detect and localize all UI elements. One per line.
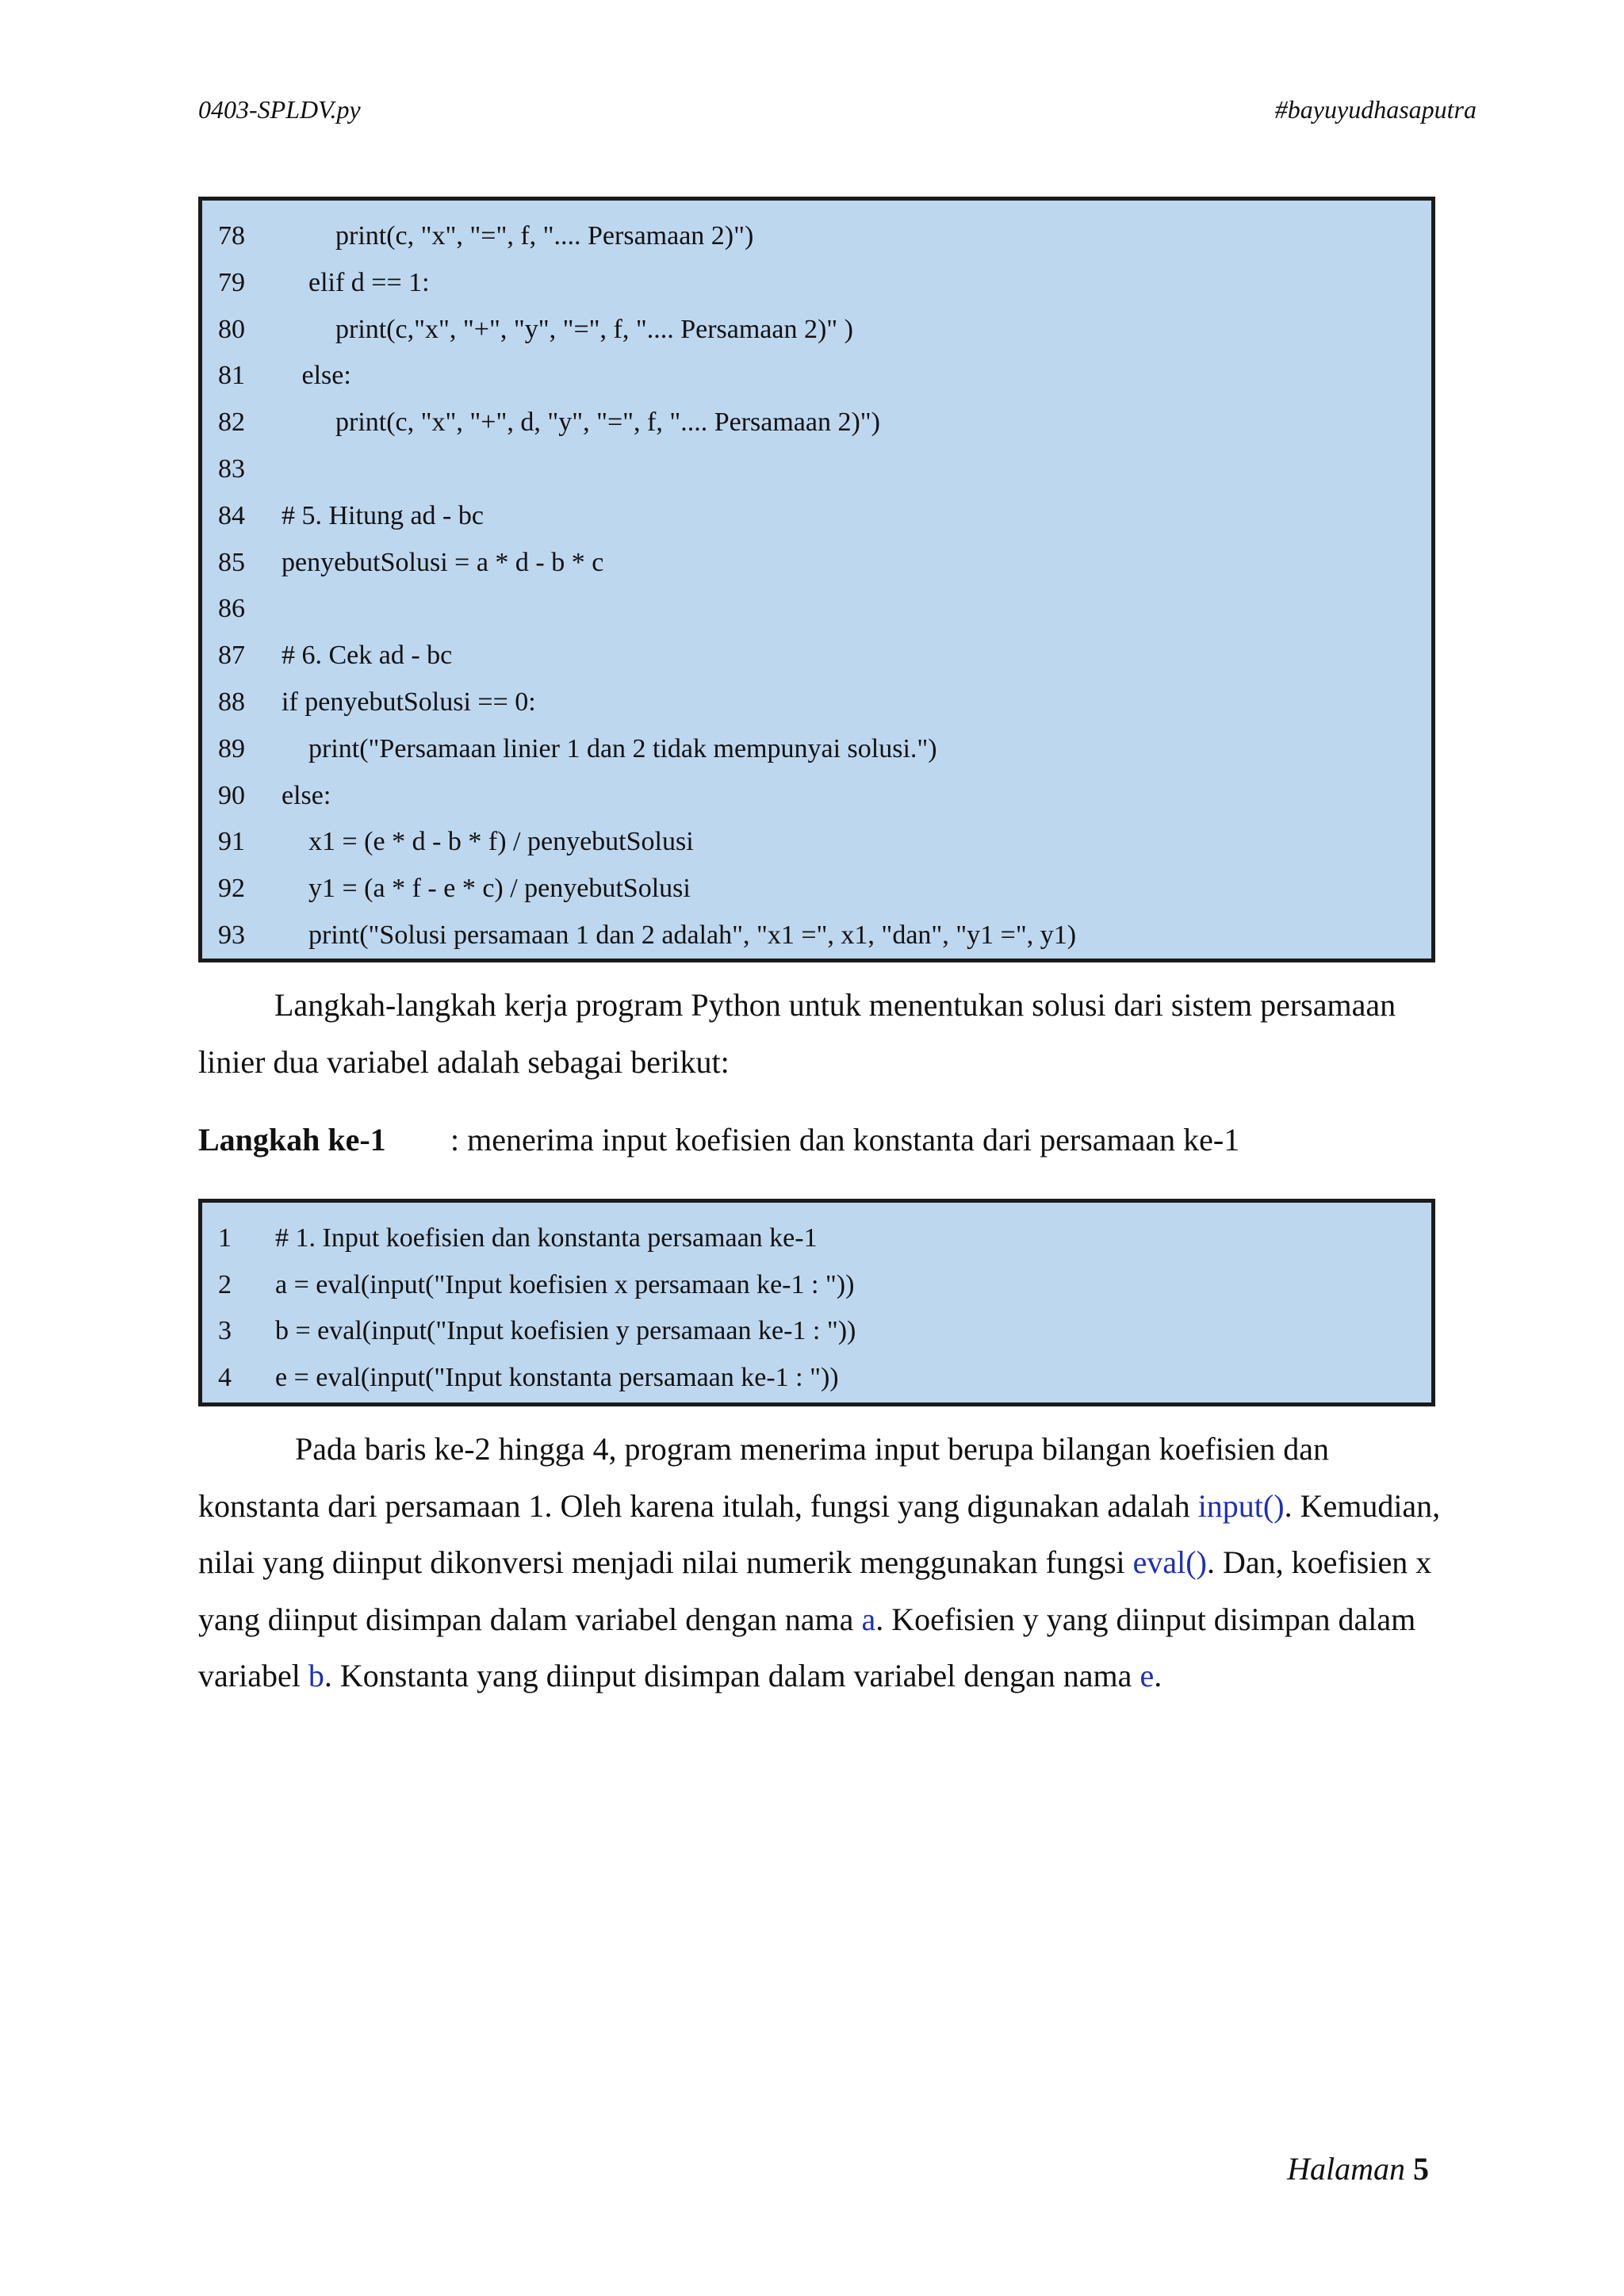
keyword-input: input() (1197, 1487, 1285, 1524)
code-line (202, 679, 1431, 726)
code-line (202, 819, 1431, 866)
code-text: if penyebutSolusi == 0: (282, 687, 536, 717)
code-text: # 1. Input koefisien dan konstanta persamaan ke-1 (275, 1223, 818, 1253)
line-number: 3 (218, 1316, 232, 1345)
line-number: 92 (218, 874, 245, 904)
intro-paragraph (198, 977, 1451, 1090)
code-text: print(c, "x", "=", f, ".... Persamaan 2)") (282, 221, 754, 251)
intro-text: Langkah-langkah kerja program Python untuk menentukan solusi dari sistem persamaan linier dua variabel adalah sebagai berikut: (198, 987, 1396, 1080)
code-text: elif d == 1: (282, 267, 430, 297)
code-block-1 (198, 197, 1435, 962)
explanation-text-2: . Kemudian, nilai yang diinput dikonversi menjadi nilai numerik menggunakan fungsi (198, 1487, 1441, 1580)
page-number: 5 (1413, 2151, 1429, 2187)
code-text: # 6. Cek ad - bc (282, 641, 453, 671)
code-line (202, 726, 1431, 773)
code-block-2 (198, 1199, 1435, 1406)
code-line (202, 1262, 1431, 1309)
line-number: 83 (218, 453, 245, 484)
explanation-text-1: Pada baris ke-2 hingga 4, program menerima input berupa bilangan koefisien dan konstanta dari persamaan 1. Oleh karena itulah, fungsi yang digunakan adalah (198, 1431, 1330, 1524)
line-number: 78 (218, 221, 245, 251)
code-line (202, 307, 1431, 354)
line-number: 86 (218, 594, 245, 624)
keyword-a: a (861, 1601, 876, 1637)
step-heading (198, 1112, 1240, 1169)
line-number: 81 (218, 361, 245, 391)
code-text: a = eval(input("Input koefisien x persamaan ke-1 : ")) (275, 1269, 855, 1299)
code-line (202, 633, 1431, 679)
keyword-e: e (1139, 1658, 1155, 1693)
code-text: print("Persamaan linier 1 dan 2 tidak mempunyai solusi.") (282, 733, 937, 763)
code-line (202, 400, 1431, 446)
code-text: print(c,"x", "+", "y", "=", f, ".... Persamaan 2)" ) (282, 314, 854, 344)
code-line (202, 913, 1431, 959)
code-line (202, 353, 1431, 400)
code-line (202, 446, 1431, 493)
explanation-text-4: . Koefisien y yang diinput disimpan dalam variabel (198, 1601, 1416, 1693)
code-line (202, 260, 1431, 307)
code-line (202, 540, 1431, 587)
explanation-text-5: . Konstanta yang diinput disimpan dalam variabel dengan nama (324, 1658, 1140, 1693)
explanation-paragraph (198, 1421, 1451, 1705)
code-text: x1 = (e * d - b * f) / penyebutSolusi (282, 827, 694, 857)
code-line (202, 213, 1431, 260)
code-line (202, 1355, 1431, 1402)
footer-label: Halaman (1287, 2151, 1405, 2187)
code-line (202, 1308, 1431, 1355)
code-line (202, 1215, 1431, 1262)
code-line (202, 493, 1431, 540)
line-number: 87 (218, 641, 245, 671)
line-number: 80 (218, 314, 245, 344)
explanation-text-6: . (1154, 1658, 1162, 1693)
line-number: 85 (218, 547, 245, 577)
line-number: 1 (218, 1223, 232, 1253)
code-text: print("Solusi persamaan 1 dan 2 adalah", "x1 =", x1, "dan", "y1 =", y1) (282, 920, 1077, 950)
line-number: 90 (218, 780, 245, 810)
line-number: 91 (218, 827, 245, 857)
code-text: b = eval(input("Input koefisien y persamaan ke-1 : ")) (275, 1316, 856, 1345)
line-number: 79 (218, 267, 245, 297)
code-line (202, 866, 1431, 913)
line-number: 89 (218, 733, 245, 763)
code-text: y1 = (a * f - e * c) / penyebutSolusi (282, 874, 691, 904)
code-text: else: (282, 780, 331, 810)
line-number: 82 (218, 408, 245, 438)
header-filename: 0403-SPLDV.py (198, 95, 361, 124)
step-label: Langkah ke-1 (198, 1122, 386, 1158)
line-number: 84 (218, 500, 245, 530)
step-description: : menerima input koefisien dan konstanta dari persamaan ke-1 (450, 1122, 1240, 1158)
line-number: 2 (218, 1269, 232, 1299)
line-number: 4 (218, 1362, 232, 1392)
code-line (202, 586, 1431, 633)
code-text: penyebutSolusi = a * d - b * c (282, 547, 604, 577)
page-footer (1287, 2150, 1429, 2187)
code-text: else: (282, 361, 351, 391)
line-number: 88 (218, 687, 245, 717)
line-number: 93 (218, 920, 245, 950)
code-text: # 5. Hitung ad - bc (282, 500, 484, 530)
header-author: #bayuyudhasaputra (1274, 95, 1477, 124)
code-text: e = eval(input("Input konstanta persamaan ke-1 : ")) (275, 1362, 839, 1392)
explanation-text-3: . Dan, koefisien x yang diinput disimpan dalam variabel dengan nama (198, 1544, 1432, 1637)
keyword-eval: eval() (1132, 1544, 1207, 1580)
keyword-b: b (308, 1658, 324, 1693)
code-text: print(c, "x", "+", d, "y", "=", f, ".... Persamaan 2)") (282, 408, 881, 438)
code-line (202, 773, 1431, 820)
